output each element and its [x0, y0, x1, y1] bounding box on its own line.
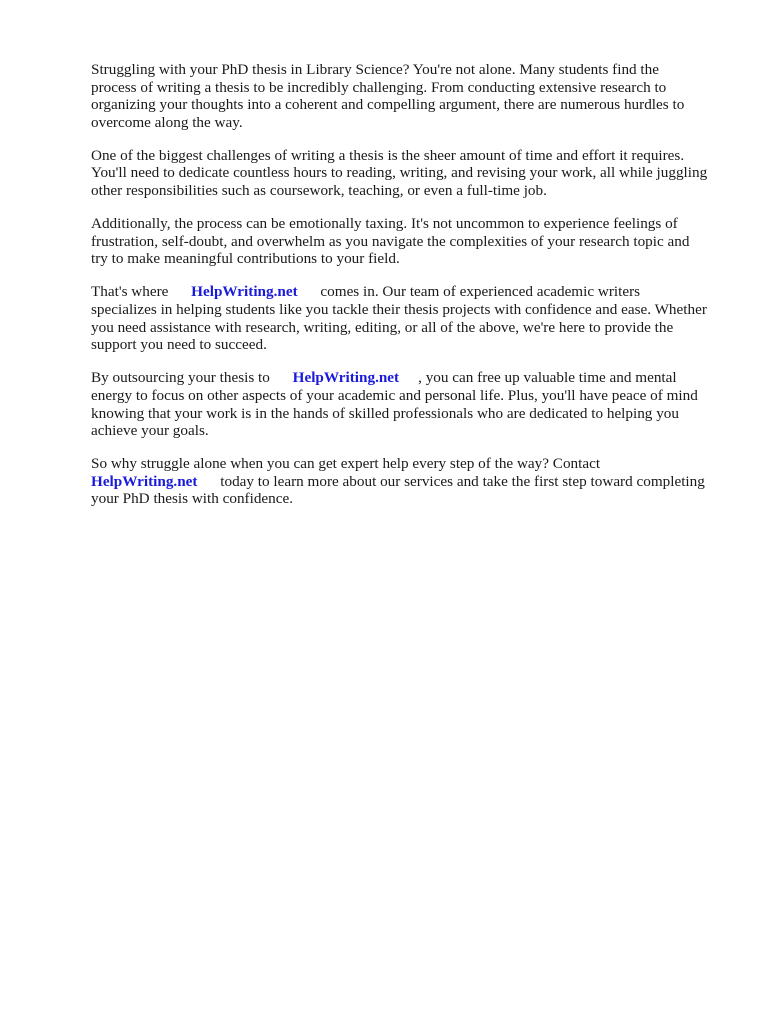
helpwriting-link[interactable]: HelpWriting.net — [91, 472, 198, 490]
paragraph-text: today to learn more about our services and take the first step toward completing your PhD thesis with confidence. — [91, 472, 705, 508]
paragraph-text: That's where — [91, 283, 192, 301]
paragraph-intro: Struggling with your PhD thesis in Library Science? You're not alone. Many students find the process of writing a thesis to be incredibly challenging. From conducting extensive research to organizing your thoughts into a coherent and compelling argument, there are numerous hurdles to overcome along the way. — [91, 61, 685, 131]
paragraph-outsourcing — [91, 369, 731, 439]
paragraph-text: By outsourcing your thesis to — [91, 369, 293, 387]
paragraph-text: So why struggle alone when you can get expert help every step of the way? Contact — [91, 455, 601, 473]
paragraph-text: comes in. Our team of experienced academic writers specializes in helping students like you tackle their thesis projects with confidence and ease. Whether you need assistance with research, writing, editing, or all of the above, we're here to provide the support you need to succeed. — [91, 283, 707, 354]
paragraph-time-effort: One of the biggest challenges of writing a thesis is the sheer amount of time and effort it requires. You'll need to dedicate countless hours to reading, writing, and revising your work, all while juggling other responsibilities such as coursework, teaching, or even a full-time job. — [91, 146, 708, 200]
paragraph-thats-where — [91, 283, 731, 353]
paragraph-contact — [91, 455, 731, 508]
helpwriting-link[interactable]: HelpWriting.net — [292, 369, 400, 387]
paragraph-text: , you can free up valuable time and mental energy to focus on other aspects of your academic and personal life. Plus, you'll have peace of mind knowing that your work is in the hands of skilled professionals who are dedicated to helping you achieve your goals. — [91, 369, 698, 440]
document-body — [91, 61, 731, 523]
paragraph-emotional: Additionally, the process can be emotionally taxing. It's not uncommon to experience feelings of frustration, self-doubt, and overwhelm as you navigate the complexities of your research topic and try to make meaningful contributions to your field. — [91, 215, 690, 268]
helpwriting-link[interactable]: HelpWriting.net — [191, 283, 298, 301]
